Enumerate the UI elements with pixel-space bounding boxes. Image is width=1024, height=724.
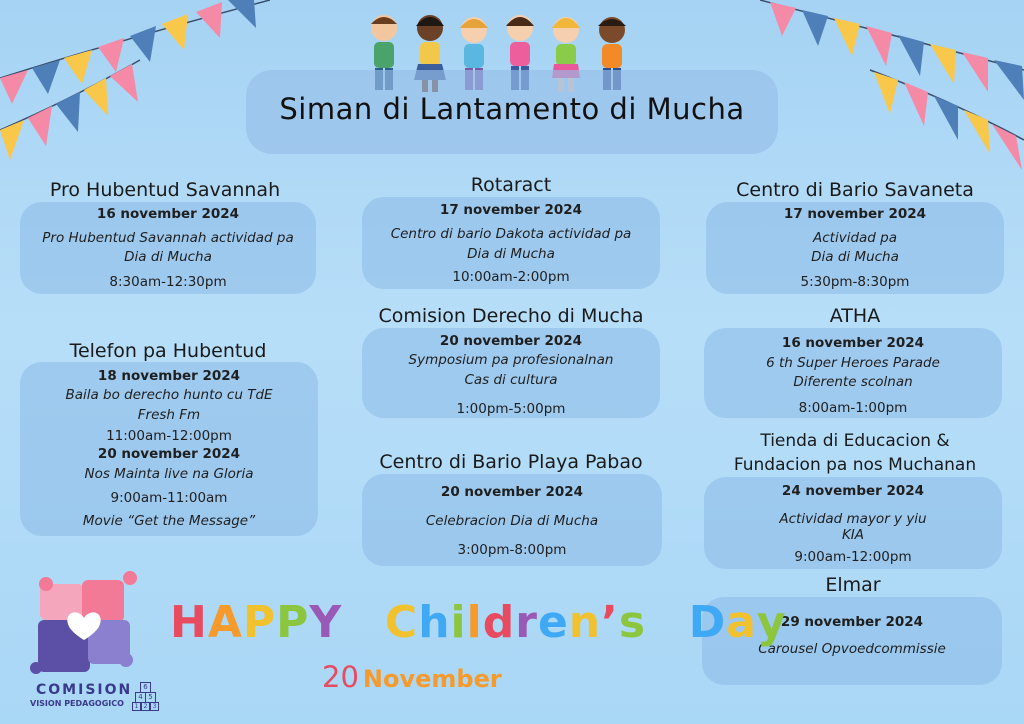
event-description: Carousel Opvoedcommissie	[758, 641, 946, 657]
event-description: Dia di Mucha	[124, 249, 212, 265]
banner-letter: d	[482, 597, 516, 648]
logo-blocks	[132, 682, 158, 710]
event-description: Movie “Get the Message”	[82, 513, 256, 529]
event-date: 17 november 2024	[439, 202, 583, 218]
block-digit: 1	[132, 702, 141, 711]
event-description: Pro Hubentud Savannah actividad pa	[42, 230, 294, 246]
logo-subtitle: VISION PEDAGOGICO	[30, 699, 124, 708]
banner-letter: r	[515, 597, 538, 648]
block-digit: 5	[145, 692, 156, 703]
banner-letter: D	[688, 597, 727, 648]
banner-letter: a	[726, 597, 757, 648]
banner-letter: ’	[601, 597, 619, 648]
event-description: Dia di Mucha	[467, 246, 555, 262]
event-description: Cas di cultura	[464, 372, 558, 388]
org-heading: Centro di Bario Playa Pabao	[379, 451, 643, 473]
banner-letter: n	[568, 597, 602, 648]
org-heading: Pro Hubentud Savannah	[49, 179, 281, 201]
org-heading: ATHA	[829, 305, 881, 327]
comision-logo	[30, 570, 142, 682]
event-description: Actividad pa	[813, 230, 897, 246]
banner-letter: l	[466, 597, 483, 648]
event-time: 8:00am-1:00pm	[798, 400, 908, 416]
org-heading: Comision Derecho di Mucha	[378, 305, 644, 327]
event-date: 16 november 2024	[96, 206, 240, 222]
event-time: 8:30am-12:30pm	[109, 274, 227, 290]
event-description: Fresh Fm	[137, 407, 201, 423]
event-description: Actividad mayor y yiu	[779, 511, 927, 527]
banner-letter: h	[418, 597, 451, 648]
banner-letter: e	[537, 597, 569, 648]
banner-letter: s	[618, 597, 647, 648]
banner-letter: H	[170, 597, 208, 648]
event-date: 24 november 2024	[781, 483, 925, 499]
event-description: Celebracion Dia di Mucha	[425, 513, 599, 529]
event-description: Nos Mainta live na Gloria	[84, 466, 254, 482]
event-time: 1:00pm-5:00pm	[456, 401, 566, 417]
event-date: 20 november 2024	[439, 333, 583, 349]
block-digit: 3	[150, 702, 159, 711]
event-time: 9:00am-12:00pm	[794, 549, 912, 565]
banner-letter: Y	[309, 597, 343, 648]
banner-date	[322, 660, 502, 694]
event-date: 18 november 2024	[97, 368, 241, 384]
event-date: 20 november 2024	[440, 484, 584, 500]
org-heading: Telefon pa Hubentud	[69, 340, 267, 362]
banner-letter: y	[756, 597, 787, 648]
banner-letter: A	[207, 597, 243, 648]
banner-letter: P	[276, 597, 310, 648]
event-description: Centro di bario Dakota actividad pa	[390, 226, 632, 242]
event-description: Symposium pa profesionalnan	[408, 352, 614, 368]
event-date: 29 november 2024	[780, 614, 924, 630]
block-digit: 2	[141, 702, 150, 711]
event-description: 6 th Super Heroes Parade	[766, 355, 940, 371]
bunting-left	[0, 0, 270, 180]
org-heading: Centro di Bario Savaneta	[736, 179, 974, 201]
event-description: KIA	[841, 527, 865, 543]
bunting-right	[760, 0, 1024, 190]
event-time: 5:30pm-8:30pm	[800, 274, 910, 290]
event-time: 10:00am-2:00pm	[452, 269, 570, 285]
event-time: 11:00am-12:00pm	[106, 428, 232, 444]
block-digit: 4	[135, 692, 146, 703]
event-description: Diferente scolnan	[793, 374, 913, 390]
banner-letter: P	[242, 597, 277, 648]
banner-letter: i	[450, 597, 467, 648]
happy-childrens-day-banner	[170, 597, 787, 648]
event-description: Baila bo derecho hunto cu TdE	[65, 387, 273, 403]
event-description: Dia di Mucha	[811, 249, 899, 265]
banner-date-number: 20	[322, 660, 359, 694]
event-date: 20 november 2024	[97, 446, 241, 462]
org-heading: Rotaract	[470, 174, 552, 196]
event-date: 16 november 2024	[781, 335, 925, 351]
logo-title: COMISION	[36, 682, 133, 698]
event-time: 9:00am-11:00am	[110, 490, 228, 506]
org-heading: Elmar	[825, 574, 881, 596]
block-digit: 6	[140, 682, 151, 693]
banner-date-month: November	[362, 665, 502, 693]
banner-letter: C	[384, 597, 419, 648]
event-time: 3:00pm-8:00pm	[457, 542, 567, 558]
org-heading: Fundacion pa nos Muchanan	[733, 455, 977, 475]
org-heading: Tienda di Educacion &	[760, 431, 950, 451]
event-date: 17 november 2024	[783, 206, 927, 222]
page-title: Siman di Lantamento di Mucha	[279, 92, 745, 126]
